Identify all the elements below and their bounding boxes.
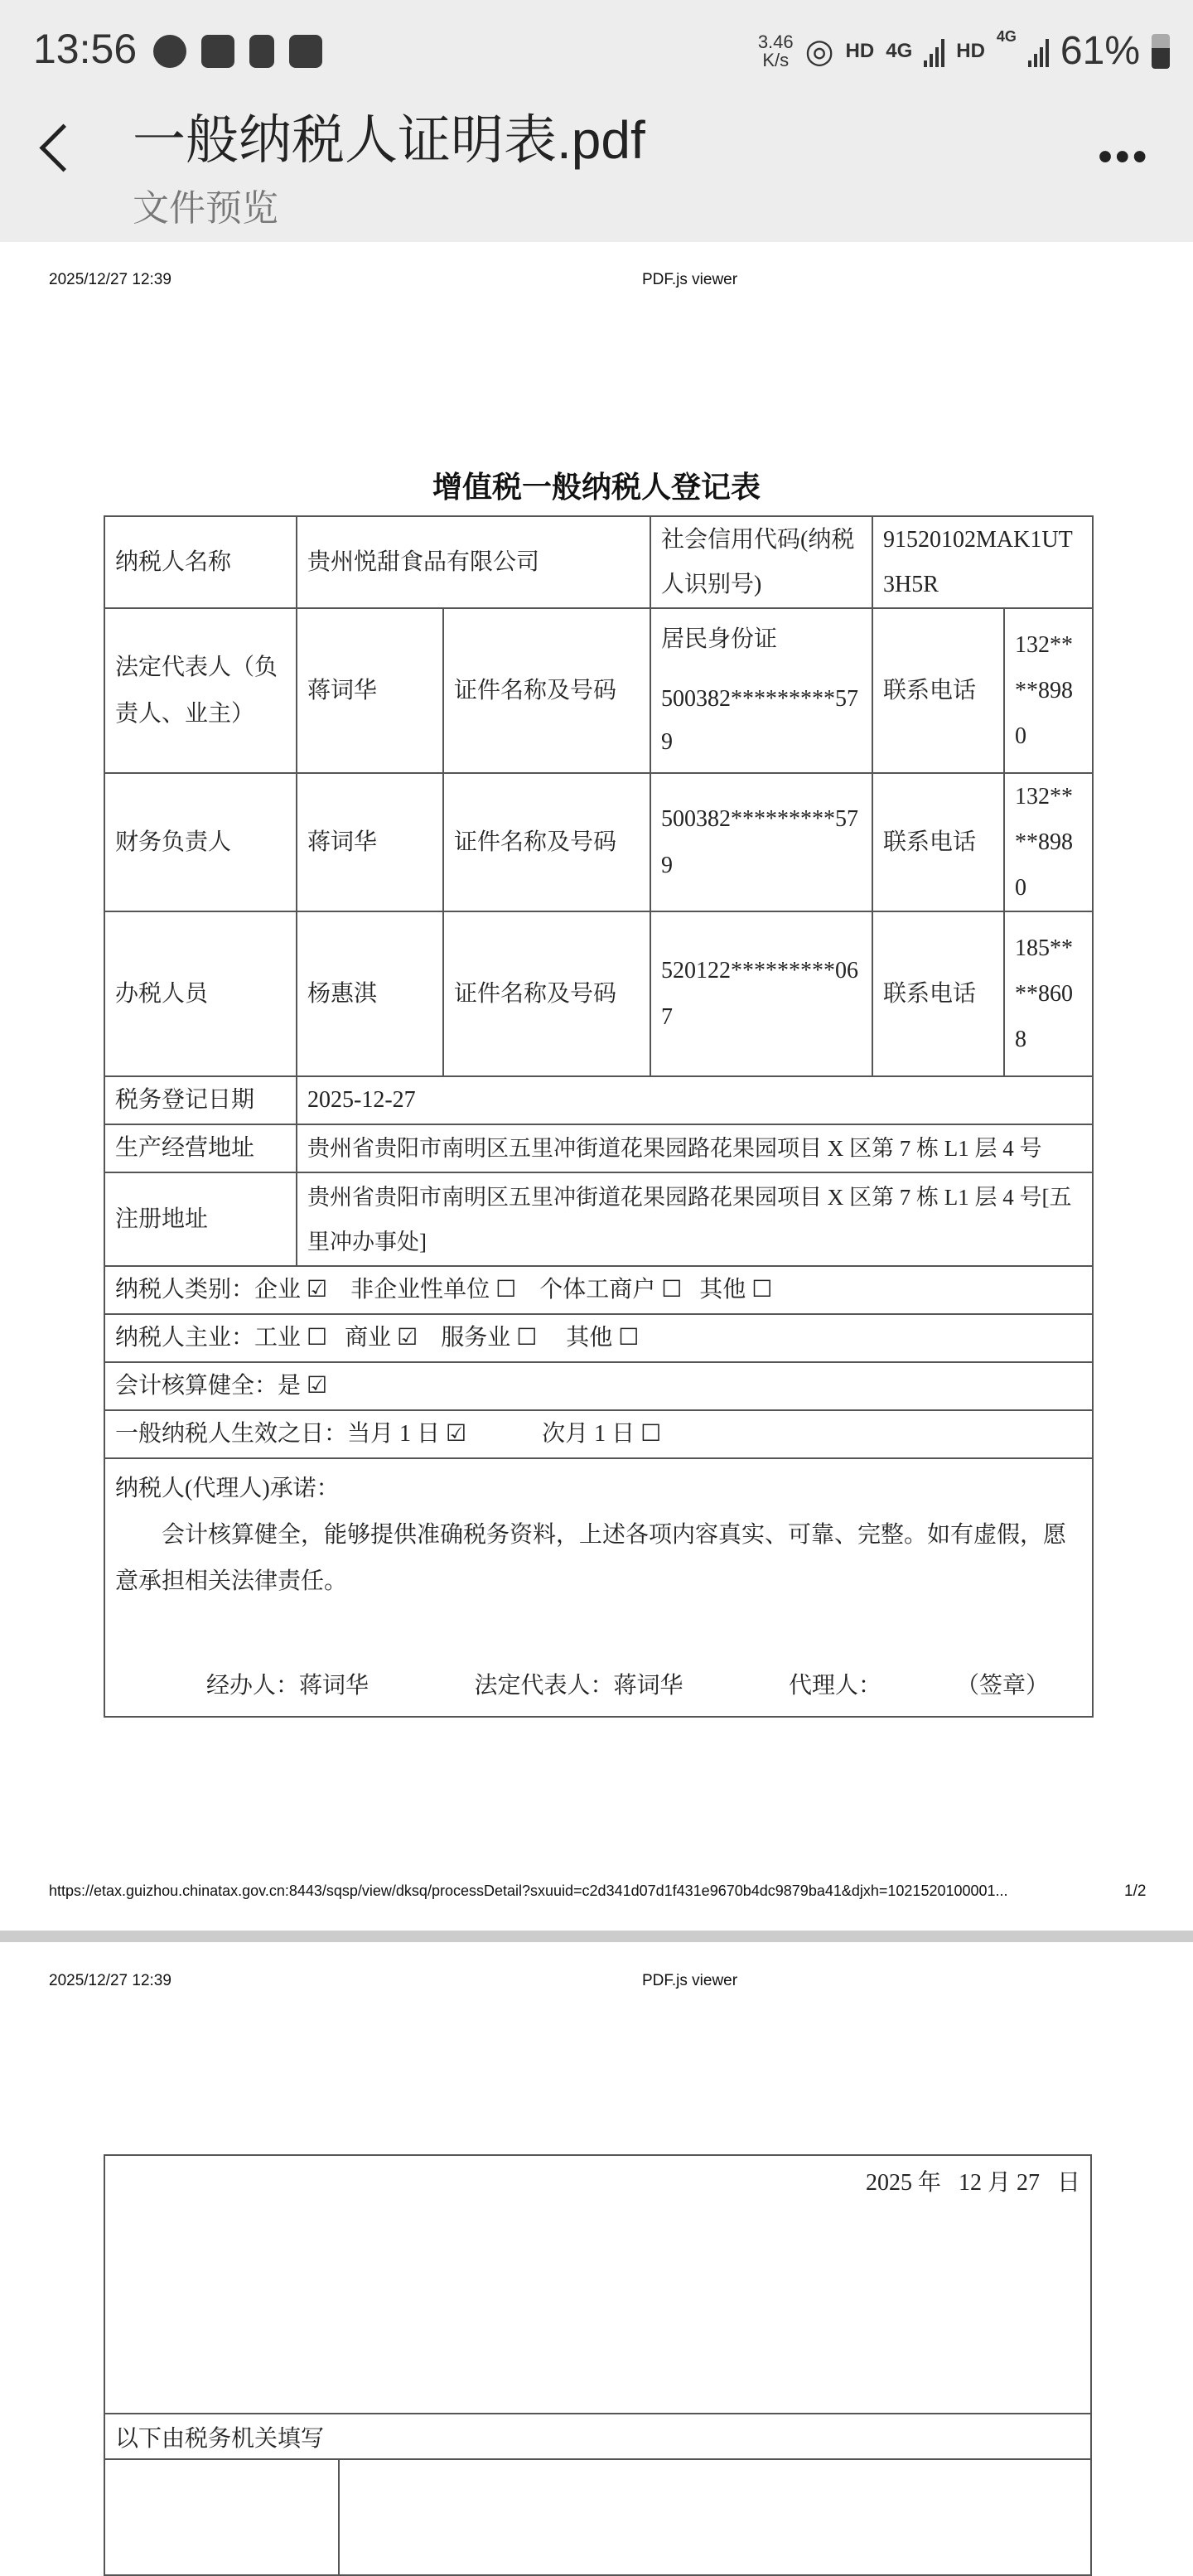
phone-label: 联系电话 [872,773,1004,911]
registration-form-page2 [104,2154,1092,2576]
person-row [104,608,1093,773]
reg-date: 2025-12-27 [297,1076,1093,1124]
credit-code: 91520102MAK1UT3H5R [872,516,1093,608]
person-role: 法定代表人（负责人、业主） [104,608,297,773]
tax-office-label: 以下由税务机关填写 [104,2414,1091,2459]
id-label: 证件名称及号码 [443,608,650,773]
person-row [104,773,1093,911]
voicemail-icon [201,35,234,68]
page2-header-title: PDF.js viewer [642,1972,738,1989]
status-time: 13:56 [33,26,138,72]
signature-line [115,1663,1082,1709]
phone: 132****8980 [1004,608,1093,773]
file-title: 一般纳税人证明表.pdf [133,110,645,170]
page1-header-title: PDF.js viewer [642,271,738,288]
network-type: 4G [886,39,913,62]
phone-label: 联系电话 [872,911,1004,1076]
page1-footer-url: https://etax.guizhou.chinatax.gov.cn:8443/sqsp/view/dksq/processDetail?sxuuid=c2d341d07d1f431e9670b4dc9879ba41&djxh=1021520100001... [49,1882,1008,1899]
id-type: 居民身份证 [661,626,778,652]
hd-badge: HD [845,39,875,62]
back-icon[interactable] [40,124,88,172]
network-type-2: 4G [996,28,1017,45]
phone: 132****8980 [1004,773,1093,911]
seal: （签章） [955,1673,1049,1699]
id-number: 500382*********579 [661,685,859,755]
battery-icon [1152,34,1170,69]
biz-address-label: 生产经营地址 [104,1124,297,1172]
legal-representative: 法定代表人：蒋词华 [474,1673,683,1699]
person-row [104,911,1093,1076]
more-options-icon[interactable]: ••• [1098,135,1150,179]
pledge-cell [104,1458,1093,1717]
effective-date: 一般纳税人生效之日：当月 1 日 ☑ 次月 1 日 ☐ [104,1410,1093,1458]
phone: 185****8608 [1004,911,1093,1076]
main-business: 纳税人主业：工业 ☐ 商业 ☑ 服务业 ☐ 其他 ☐ [104,1314,1093,1362]
agent: 代理人： [788,1673,881,1699]
reg-address-label: 注册地址 [104,1172,297,1266]
battery-percent: 61% [1060,29,1140,73]
id-label: 证件名称及号码 [443,911,650,1076]
document-title: 增值税一般纳税人登记表 [432,470,761,505]
lock-icon [249,35,274,68]
pledge-label: 纳税人(代理人)承诺： [115,1476,340,1501]
image-icon [289,35,322,68]
person-name: 蒋词华 [297,608,443,773]
id-number: 520122*********067 [650,911,872,1076]
person-name: 杨惠淇 [297,911,443,1076]
handler: 经办人：蒋词华 [206,1673,369,1699]
page2-header-date: 2025/12/27 12:39 [49,1972,171,1989]
signal-icon [924,36,944,67]
tax-office-cell [104,2459,339,2575]
registration-form [104,515,1094,1718]
biz-address: 贵州省贵阳市南明区五里冲街道花果园路花果园项目 X 区第 7 栋 L1 层 4 号 [297,1124,1093,1172]
tax-office-cell [339,2459,1091,2575]
id-label: 证件名称及号码 [443,773,650,911]
person-name: 蒋词华 [297,773,443,911]
reg-date-label: 税务登记日期 [104,1076,297,1124]
credit-code-label: 社会信用代码(纳税人识别号) [650,516,872,608]
signal-icon-2 [1028,36,1049,67]
taxpayer-name: 贵州悦甜食品有限公司 [297,516,650,608]
person-role: 办税人员 [104,911,297,1076]
net-speed: 3.46 K/s [757,31,794,70]
signature-date: 2025 年 12 月 27 日 [104,2155,1091,2414]
hotspot-icon: ◎ [804,32,834,70]
phone-label: 联系电话 [872,608,1004,773]
reg-address: 贵州省贵阳市南明区五里冲街道花果园路花果园项目 X 区第 7 栋 L1 层 4 号[五里冲办事处] [297,1172,1093,1266]
page1-header-date: 2025/12/27 12:39 [49,271,171,288]
id-number: 500382*********579 [650,773,872,911]
accounting-sound: 会计核算健全：是 ☑ [104,1362,1093,1410]
page-number: 1/2 [1124,1882,1147,1900]
file-subtitle: 文件预览 [133,188,278,229]
hd-badge-2: HD [956,39,985,62]
wechat-icon [153,35,186,68]
pledge-text: 会计核算健全，能够提供准确税务资料，上述各项内容真实、可靠、完整。如有虚假，愿意承担相关法律责任。 [115,1522,1067,1594]
taxpayer-category: 纳税人类别：企业 ☑ 非企业性单位 ☐ 个体工商户 ☐ 其他 ☐ [104,1266,1093,1314]
person-role: 财务负责人 [104,773,297,911]
app-header [0,0,1193,242]
status-bar [0,25,1193,83]
page-separator [0,1931,1193,1942]
taxpayer-name-label: 纳税人名称 [104,516,297,608]
